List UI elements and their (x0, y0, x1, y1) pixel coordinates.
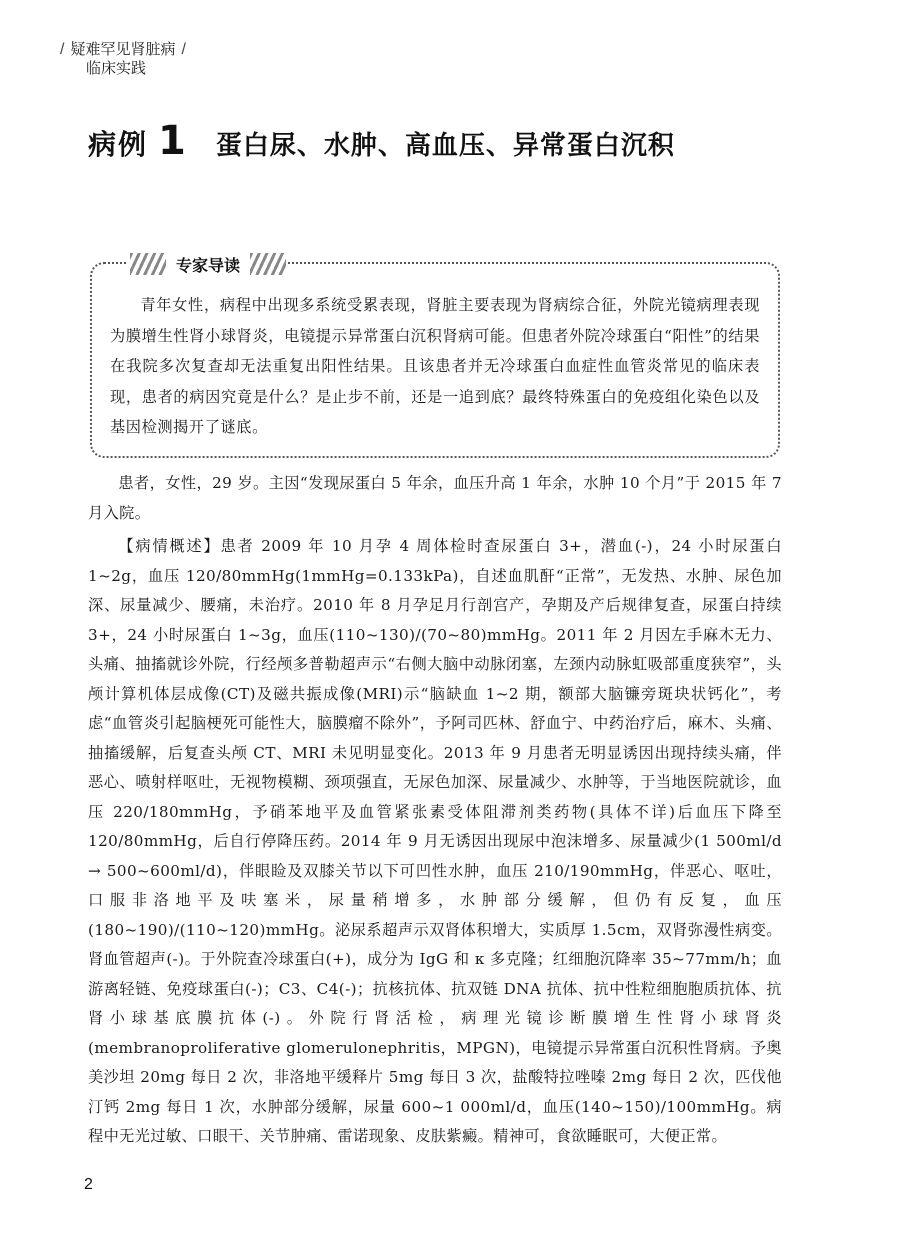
patient-intro-paragraph: 患者，女性，29 岁。主因“发现尿蛋白 5 年余，血压升高 1 年余，水肿 10 个月”于 2015 年 7 月入院。 (88, 474, 782, 522)
history-paragraph (88, 532, 782, 1152)
expert-guide-tag (128, 250, 288, 278)
history-text: 患者 2009 年 10 月孕 4 周体检时查尿蛋白 3+，潜血(-)，24 小时尿蛋白 1~2g，血压 120/80mmHg(1mmHg=0.133kPa)，自述血肌酐“正常”，无发热、水肿、尿色加深、尿量减少、腰痛，未治疗。2010 年 8 月孕足月行剖宫产，孕期及产后规律复查，尿蛋白持续 3+，24 小时尿蛋白 1~3g，血压(110~130)/(70~80)mmHg。2011 年 2 月因左手麻木无力、头痛、抽搐就诊外院，行经颅多普勒超声示“右侧大脑中动脉闭塞，左颈内动脉虹吸部重度狭窄”，头颅计算机体层成像(CT)及磁共振成像(MRI)示“脑缺血 1~2 期，额部大脑镰旁斑块状钙化”，考虑“血管炎引起脑梗死可能性大，脑膜瘤不除外”，予阿司匹林、舒血宁、中药治疗后，麻木、头痛、抽搐缓解，后复查头颅 CT、MRI 未见明显变化。2013 年 9 月患者无明显诱因出现持续头痛，伴恶心、喷射样呕吐，无视物模糊、颈项强直，无尿色加深、尿量减少、水肿等，于当地医院就诊，血压 220/180mmHg，予硝苯地平及血管紧张素受体阻滞剂类药物(具体不详)后血压下降至 120/80mmHg，后自行停降压药。2014 年 9 月无诱因出现尿中泡沫增多、尿量减少(1 500ml/d → 500~600ml/d)，伴眼睑及双膝关节以下可凹性水肿，血压 210/190mmHg，伴恶心、呕吐，口服非洛地平及呋塞米，尿量稍增多，水肿部分缓解，但仍有反复，血压(180~190)/(110~120)mmHg。泌尿系超声示双肾体积增大，实质厚 1.5cm，双肾弥漫性病变。肾血管超声(-)。于外院查冷球蛋白(+)，成分为 IgG 和 κ 多克隆；红细胞沉降率 35~77mm/h；血游离轻链、免疫球蛋白(-)；C3、C4(-)；抗核抗体、抗双链 DNA 抗体、抗中性粒细胞胞质抗体、抗肾小球基底膜抗体(-)。外院行肾活检，病理光镜诊断膜增生性肾小球肾炎(membranoproliferative glomerulonephritis，MPGN)，电镜提示异常蛋白沉积性肾病。予奥美沙坦 20mg 每日 2 次，非洛地平缓释片 5mg 每日 3 次，盐酸特拉唑嗪 2mg 每日 2 次，匹伐他汀钙 2mg 每日 1 次，水肿部分缓解，尿量 600~1 000ml/d，血压(140~150)/100mmHg。病程中无光过敏、口眼干、关节肿痛、雷诺现象、皮肤紫癜。精神可，食欲睡眠可，大便正常。 (88, 537, 782, 1145)
series-title: 疑难罕见肾脏病 (70, 41, 176, 58)
slash-decoration-right: / (181, 41, 186, 58)
slash-decoration-left: / (60, 41, 65, 58)
page-number: 2 (84, 1176, 93, 1193)
expert-guide-label: 专家导读 (168, 251, 248, 278)
expert-guide-box (90, 255, 780, 458)
case-label: 病例 (88, 128, 149, 161)
case-topic: 蛋白尿、水肿、高血压、异常蛋白沉积 (215, 131, 675, 161)
stripe-decoration-left (130, 253, 166, 275)
expert-guide-text: 青年女性，病程中出现多系统受累表现，肾脏主要表现为肾病综合征，外院光镜病理表现为膜增生性肾小球肾炎，电镜提示异常蛋白沉积肾病可能。但患者外院冷球蛋白“阳性”的结果在我院多次复查却无法重复出阳性结果。且该患者并无冷球蛋白血症性血管炎常见的临床表现，患者的病因究竟是什么？是止步不前，还是一追到底？最终特殊蛋白的免疫组化染色以及基因检测揭开了谜底。 (110, 296, 760, 436)
running-header (60, 40, 186, 78)
stripe-decoration-right (250, 253, 286, 275)
series-title-line (60, 40, 186, 59)
history-section-label: 【病情概述】 (118, 537, 221, 555)
series-subtitle: 临床实践 (86, 60, 147, 77)
case-number: 1 (158, 118, 186, 164)
case-title (88, 118, 675, 164)
